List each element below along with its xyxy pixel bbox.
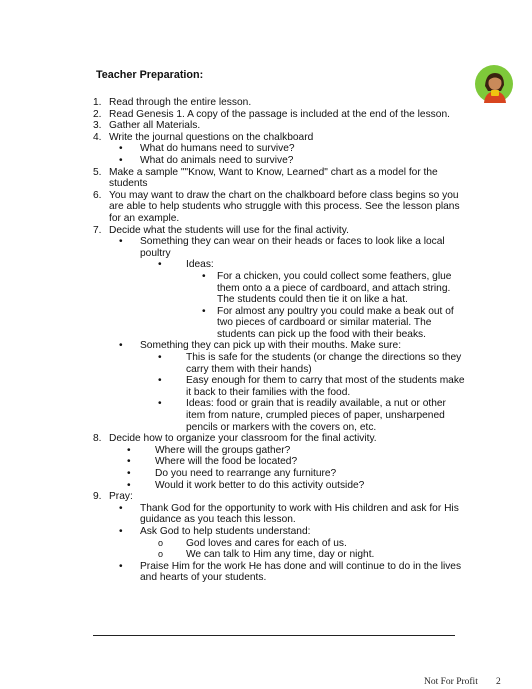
page-title: Teacher Preparation:: [96, 69, 204, 81]
step-9: 9. Pray: • Thank God for the opportunity to work with His children and ask for His guidance as you teach this lesson. • Ask God to help students understand: o God loves and cares for each of us. o We can talk to Him any time, day or night. • Praise Him for the work He has done and will continue to do in the lives and hearts of your students.: [93, 491, 465, 584]
bullet-icon: •: [119, 236, 123, 248]
bullet-icon: •: [127, 444, 131, 456]
list-item: • What do animals need to survive?: [119, 154, 294, 166]
bullet-icon: •: [127, 456, 131, 468]
list-item: • Easy enough for them to carry that most of the students make it back to their families with the food.: [158, 375, 465, 398]
bullet-icon: •: [119, 340, 123, 352]
circle-bullet-icon: o: [158, 537, 164, 548]
step-9-sublist: [109, 503, 465, 584]
make-sure-list: [140, 352, 465, 433]
list-item: • Something they can pick up with their mouths. Make sure: • This is safe for the students (or change the directions so they carry them with their hands) • Easy enough for them to carry that most of the students make it back to their families with the food. • Ideas: food or grain that is readily available, a nut or other item from nature, crumpled pieces of paper, unsharpened pencils or markers with the covers on, etc.: [119, 340, 465, 433]
bullet-icon: •: [158, 352, 162, 364]
list-item: • Something they can wear on their heads or faces to look like a local poultry • Ideas: • For a chicken, you could collect some feathers, glue them onto a a piece of cardboard, and attach string. The students could then tie it on like a hat. • For almost any poultry you could make a beak out of two pieces of cardboard or similar material. The students can pick up the food with their beaks.: [109, 236, 465, 340]
bullet-icon: •: [127, 468, 131, 479]
list-item: • Ask God to help students understand: o God loves and cares for each of us. o We can talk to Him any time, day or night.: [109, 526, 465, 561]
preparation-list: [93, 97, 465, 584]
bullet-icon: •: [119, 143, 123, 155]
step-7: 7. Decide what the students will use for the final activity. • Something they can wear on their heads or faces to look like a local poultry • Ideas: • For a chicken, you could collect some feathers, glue them onto a a piece of cardboard, and attach string. The students could then tie it on like a hat. • For almost any poultry you could make a beak out of two pieces of cardboard or similar material. The students can pick up the food with their beaks. • Something they can pick up with their mouths. Make sure: • This is safe for the students (or change the directions so they carry them with their hands) • Easy enough for them to carry that most of the students make it back to their families with the food. • Ideas: food or grain that is readily available, a nut or other item from nature, crumpled pieces of paper, unsharpened pencils or markers with the covers on, etc.: [93, 224, 465, 433]
list-item: • Praise Him for the work He has done and will continue to do in the lives and hearts of your students.: [119, 560, 462, 584]
bullet-icon: •: [158, 398, 162, 410]
footer-text: Not For Profit: [424, 677, 478, 687]
step-8-sublist: [109, 445, 465, 491]
footer-divider: [93, 635, 455, 636]
ideas-list: [140, 259, 465, 340]
step-5: 5. Make a sample ""Know, Want to Know, Learned" chart as a model for the students: [93, 166, 438, 190]
page-number: 2: [496, 677, 501, 687]
list-item: • What do humans need to survive?: [119, 143, 295, 155]
step-6: 6. You may want to draw the chart on the chalkboard before class begins so you are able to help students who struggle with this process. See the lesson plans for an example.: [93, 189, 460, 224]
list-item: • Where will the food be located?: [127, 456, 298, 468]
list-item: • Ideas: food or grain that is readily available, a nut or other item from nature, crumpled pieces of paper, unsharpened pencils or markers with the covers on, etc.: [158, 398, 446, 433]
bullet-icon: •: [158, 375, 162, 387]
list-item: o We can talk to Him any time, day or night.: [158, 549, 375, 561]
list-item: • This is safe for the students (or change the directions so they carry them with their hands): [158, 352, 462, 375]
list-item: • For a chicken, you could collect some feathers, glue them onto a a piece of cardboard, and attach string. The students could then tie it on like a hat.: [202, 270, 452, 306]
bullet-icon: •: [119, 525, 123, 537]
bullet-icon: •: [119, 560, 123, 572]
step-4-sublist: [109, 143, 465, 166]
circle-bullet-icon: o: [158, 549, 164, 560]
understand-list: [140, 538, 465, 561]
list-item: • Where will the groups gather?: [127, 444, 291, 456]
step-7-sublist: [109, 236, 465, 433]
bullet-icon: •: [202, 270, 206, 282]
list-item: • For almost any poultry you could make a beak out of two pieces of cardboard or similar material. The students can pick up the food with their beaks.: [202, 305, 454, 340]
bullet-icon: •: [127, 479, 131, 491]
list-item: • Would it work better to do this activity outside?: [127, 479, 365, 491]
step-1: 1. Read through the entire lesson.: [93, 97, 252, 108]
bullet-icon: •: [119, 502, 123, 514]
ideas-sublist: [186, 271, 465, 341]
step-3: 3. Gather all Materials.: [93, 120, 201, 132]
list-item: • Ideas: • For a chicken, you could collect some feathers, glue them onto a a piece of cardboard, and attach string. The students could then tie it on like a hat. • For almost any poultry you could make a beak out of two pieces of cardboard or similar material. The students can pick up the food with their beaks.: [140, 259, 465, 340]
step-8: 8. Decide how to organize your classroom for the final activity. • Where will the groups gather? • Where will the food be located? • Do you need to rearrange any furniture? • Would it work better to do this activity outside?: [93, 433, 465, 491]
list-item: o God loves and cares for each of us.: [158, 537, 347, 549]
teacher-avatar-icon: [474, 64, 514, 104]
list-item: • Thank God for the opportunity to work with His children and ask for His guidance as you teach this lesson.: [119, 502, 459, 526]
bullet-icon: •: [202, 305, 206, 317]
bullet-icon: •: [119, 154, 123, 166]
bullet-icon: •: [158, 259, 162, 271]
step-2: 2. Read Genesis 1. A copy of the passage is included at the end of the lesson.: [93, 108, 450, 120]
step-4: 4. Write the journal questions on the chalkboard • What do humans need to survive? • What do animals need to survive?: [93, 132, 465, 167]
list-item: • Do you need to rearrange any furniture?: [127, 468, 337, 479]
